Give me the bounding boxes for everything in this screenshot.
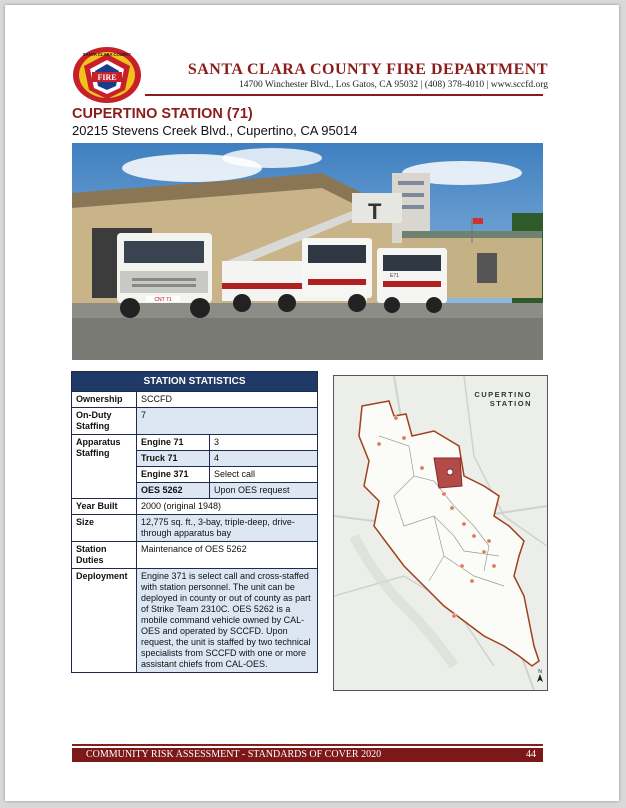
footer-text: COMMUNITY RISK ASSESSMENT - STANDARDS OF COVER 2020 [86,749,382,760]
staffing-label: On-Duty Staffing [72,408,137,435]
map-label-line2: STATION [489,399,532,408]
size-value: 12,775 sq. ft., 3-bay, triple-deep, drive-through apparatus bay [137,515,318,542]
duties-label: Station Duties [72,542,137,569]
engine-tag: E71 [390,273,399,279]
apparatus-value: 3 [210,435,318,451]
apparatus-label: Apparatus Staffing [72,435,137,499]
ownership-label: Ownership [72,392,137,408]
apparatus-name: Engine 71 [137,435,210,451]
map-label [334,390,532,408]
apparatus-name: OES 5262 [137,483,210,499]
map-label-line1: CUPERTINO [474,390,532,399]
map-graphic [334,376,547,690]
fire-department-logo [72,46,142,104]
logo-top-text: SANTA CLARA COUNTY [82,52,132,57]
stats-heading: STATION STATISTICS [72,372,318,392]
year-built-value: 2000 (original 1948) [137,499,318,515]
staffing-value: 7 [137,408,318,435]
duties-value: Maintenance of OES 5262 [137,542,318,569]
header-rule [145,94,543,96]
truck-plate: CNT 71 [154,297,172,303]
department-contact: 14700 Winchester Blvd., Los Gatos, CA 95032 | (408) 378-4010 | www.sccfd.org [238,80,548,90]
ladder-tag: T [368,199,382,224]
station-statistics-table [71,371,318,673]
station-area-map [333,375,548,691]
footer-rule [72,744,543,746]
size-label: Size [72,515,137,542]
deployment-value: Engine 371 is select call and cross-staffed with station personnel. The unit can be deployed in county or out of county as part of Strike Team 2310C. OES 5262 is a mobile command vehicle owned by CAL-OES and operated by SCCFD. Upon request, the unit is staffed by two technical specialists from SCCFD with one or more assistant chiefs from CAL-OES. [137,569,318,673]
apparatus-name: Truck 71 [137,451,210,467]
deployment-label: Deployment [72,569,137,673]
apparatus-value: 4 [210,451,318,467]
station-photo [72,143,543,360]
apparatus-name: Engine 371 [137,467,210,483]
north-label: N [538,669,542,675]
station-title: CUPERTINO STATION (71) [72,106,253,122]
page-number: 44 [526,749,536,760]
apparatus-value: Select call [210,467,318,483]
department-name: SANTA CLARA COUNTY FIRE DEPARTMENT [187,61,548,78]
station-address: 20215 Stevens Creek Blvd., Cupertino, CA 95014 [72,123,358,138]
ownership-value: SCCFD [137,392,318,408]
apparatus-value: Upon OES request [210,483,318,499]
logo-center-text: FIRE [97,73,117,82]
year-built-label: Year Built [72,499,137,515]
station-marker-icon [447,469,453,475]
